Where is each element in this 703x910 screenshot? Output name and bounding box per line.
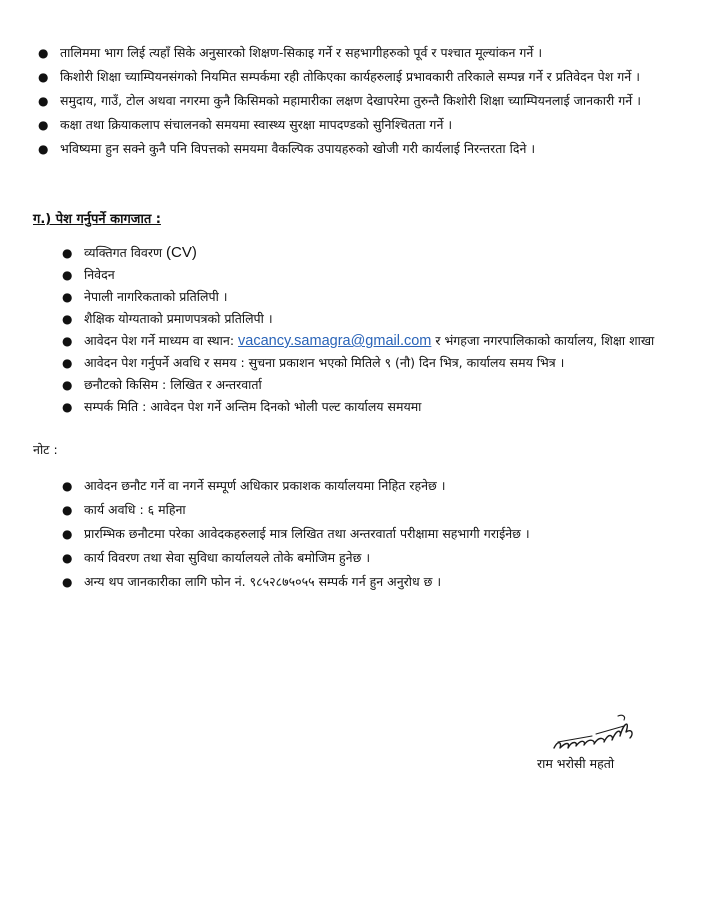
- document-text: आवेदन पेश गर्ने माध्यम वा स्थान:: [84, 333, 239, 348]
- email-link[interactable]: vacancy.samagra@gmail.com: [238, 333, 432, 349]
- list-item: [62, 546, 674, 570]
- list-item: [62, 352, 674, 374]
- duty-text: तालिममा भाग लिई त्यहाँ सिके अनुसारको शिक्षण-सिकाइ गर्ने र सहभागीहरुको पूर्व र पश्चात मूल्यांकन गर्ने ।: [60, 45, 543, 60]
- bullet-icon: ●: [62, 551, 73, 565]
- notes-list: [62, 474, 674, 594]
- bullet-icon: ●: [62, 400, 73, 414]
- list-item: [62, 242, 674, 264]
- document-text: आवेदन पेश गर्नुपर्ने अवधि र समय : सुचना प्रकाशन भएको मितिले ९ (नौ) दिन भित्र, कार्यालय समय भित्र ।: [84, 355, 565, 370]
- list-item: [62, 374, 674, 396]
- document-text: व्यक्तिगत विवरण: [84, 245, 166, 260]
- bullet-icon: ●: [62, 527, 73, 541]
- list-item: [62, 522, 674, 546]
- cv-label: (CV): [166, 244, 197, 261]
- document-text: सम्पर्क मिति : आवेदन पेश गर्ने अन्तिम दिनको भोली पल्ट कार्यालय समयमा: [84, 399, 422, 414]
- bullet-icon: ●: [38, 46, 49, 60]
- bullet-icon: ●: [62, 575, 73, 589]
- document-text-continued: र भंगहजा नगरपालिकाको कार्यालय, शिक्षा शाखा: [431, 333, 655, 348]
- duty-text: किशोरी शिक्षा च्याम्पियनसंगको नियमित सम्पर्कमा रही तोकिएका कार्यहरुलाई प्रभावकारी तरिकाले सम्पन्न गर्ने र प्रतिवेदन पेश गर्ने ।: [60, 69, 640, 84]
- list-item: [62, 286, 674, 308]
- bullet-icon: ●: [62, 334, 73, 348]
- list-item: [38, 114, 670, 136]
- bullet-icon: ●: [62, 290, 73, 304]
- bullet-icon: ●: [62, 312, 73, 326]
- bullet-icon: ●: [38, 94, 49, 108]
- bullet-icon: ●: [38, 142, 49, 156]
- signatory-name: राम भरोसी महतो: [537, 756, 615, 771]
- duties-list: [38, 42, 670, 162]
- note-text: आवेदन छनौट गर्ने वा नगर्ने सम्पूर्ण अधिकार प्रकाशक कार्यालयमा निहित रहनेछ ।: [84, 478, 446, 493]
- document-text: शैक्षिक योग्यताको प्रमाणपत्रको प्रतिलिपी ।: [84, 311, 273, 326]
- note-text: कार्य अवधि : ६ महिना: [84, 502, 186, 517]
- documents-heading: ग.) पेश गर्नुपर्ने कागजात :: [33, 212, 161, 227]
- note-text: प्रारम्भिक छनौटमा परेका आवेदकहरुलाई मात्र लिखित तथा अन्तरवार्ता परीक्षामा सहभागी गराईनेछ ।: [84, 526, 530, 541]
- document-text: निवेदन: [84, 267, 115, 282]
- list-item: [62, 264, 674, 286]
- list-item: [62, 570, 674, 594]
- note-label: नोट :: [33, 442, 58, 457]
- bullet-icon: ●: [62, 503, 73, 517]
- bullet-icon: ●: [62, 378, 73, 392]
- list-item: [38, 90, 670, 112]
- list-item: [38, 66, 670, 88]
- bullet-icon: ●: [62, 356, 73, 370]
- list-item: [62, 396, 674, 418]
- documents-list: [62, 242, 674, 418]
- document-text: नेपाली नागरिकताको प्रतिलिपी ।: [84, 289, 228, 304]
- bullet-icon: ●: [38, 70, 49, 84]
- document-text: छनौटको किसिम : लिखित र अन्तरवार्ता: [84, 377, 262, 392]
- note-text: अन्य थप जानकारीका लागि फोन नं. ९८५२८७५०५५ सम्पर्क गर्न हुन अनुरोध छ ।: [84, 574, 442, 589]
- list-item: [38, 138, 670, 160]
- bullet-icon: ●: [62, 479, 73, 493]
- list-item: [62, 498, 674, 522]
- duty-text: भविष्यमा हुन सक्ने कुनै पनि विपत्तको समयमा वैकल्पिक उपायहरुको खोजी गरी कार्यलाई निरन्तरता दिने ।: [60, 141, 536, 156]
- list-item: [62, 330, 674, 352]
- bullet-icon: ●: [62, 268, 73, 282]
- duty-text: समुदाय, गाउँ, टोल अथवा नगरमा कुनै किसिमको महामारीका लक्षण देखापरेमा तुरुन्तै किशोरी शिक्षा च्याम्पियनलाई जानकारी गर्ने ।: [60, 93, 641, 108]
- duty-text: कक्षा तथा क्रियाकलाप संचालनको समयमा स्वास्थ्य सुरक्षा मापदण्डको सुनिश्चितता गर्ने ।: [60, 117, 453, 132]
- note-text: कार्य विवरण तथा सेवा सुविधा कार्यालयले तोके बमोजिम हुनेछ ।: [84, 550, 371, 565]
- bullet-icon: ●: [62, 246, 73, 260]
- bullet-icon: ●: [38, 118, 49, 132]
- list-item: [38, 42, 670, 64]
- signature-image: [552, 712, 636, 756]
- list-item: [62, 474, 674, 498]
- list-item: [62, 308, 674, 330]
